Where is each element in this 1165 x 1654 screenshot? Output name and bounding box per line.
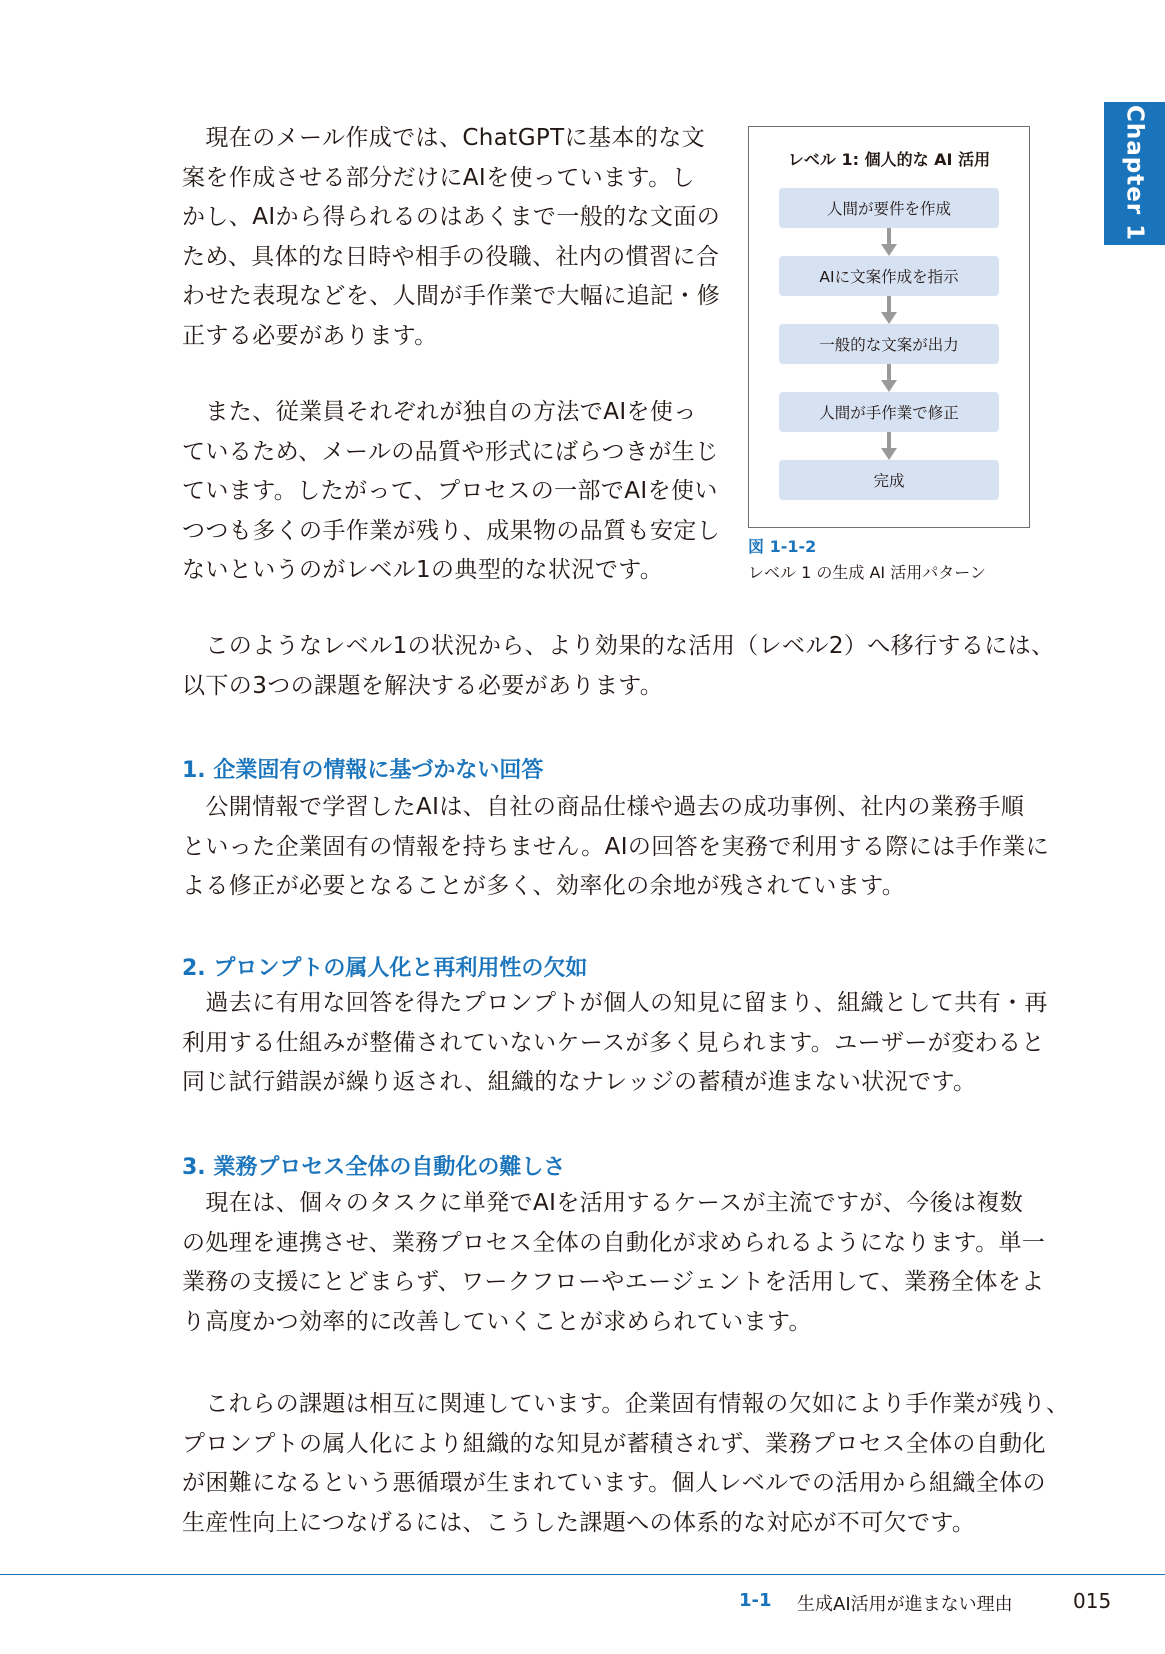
text-line: ているため、メールの品質や形式にばらつきが生じ — [182, 438, 719, 465]
chapter-tab-label: Chapter 1 — [1121, 105, 1148, 242]
flow-step: 人間が手作業で修正 — [779, 392, 999, 432]
figure-level1-flow — [748, 126, 1030, 528]
section-body-2 — [182, 984, 1048, 1103]
text-line: 案を作成させる部分だけにAIを使っています。し — [182, 164, 695, 191]
down-arrow-icon — [881, 432, 897, 460]
text-line: といった企業固有の情報を持ちません。AIの回答を実務で利用する際には手作業に — [182, 833, 1050, 860]
text-line: の処理を連携させ、業務プロセス全体の自動化が求められるようになります。単一 — [182, 1229, 1046, 1256]
section-heading-3: 3. 業務プロセス全体の自動化の難しさ — [182, 1155, 566, 1180]
flow-step: AIに文案作成を指示 — [779, 256, 999, 296]
text-line: 業務の支援にとどまらず、ワークフローやエージェントを活用して、業務全体をよ — [182, 1269, 1045, 1295]
footer-section-title: 生成AI活用が進まない理由 — [797, 1594, 1013, 1615]
text-line: プロンプトの属人化により組織的な知見が蓄積されず、業務プロセス全体の自動化 — [182, 1430, 1046, 1457]
down-arrow-icon — [881, 364, 897, 392]
text-line: これらの課題は相互に関連しています。企業固有情報の欠如により手作業が残り、 — [182, 1391, 1070, 1417]
text-line: 同じ試行錯誤が繰り返され、組織的なナレッジの蓄積が進まない状況です。 — [182, 1069, 977, 1095]
text-line: よる修正が必要となることが多く、効率化の余地が残されています。 — [182, 873, 906, 899]
text-line: り高度かつ効率的に改善していくことが求められています。 — [182, 1308, 812, 1335]
down-arrow-icon — [881, 228, 897, 256]
text-line: 過去に有用な回答を得たプロンプトが個人の知見に留まり、組織として共有・再 — [182, 990, 1048, 1016]
paragraph-intro-issues — [182, 627, 1055, 706]
section-heading-1: 1. 企業固有の情報に基づかない回答 — [182, 758, 544, 783]
text-line: 以下の3つの課題を解決する必要があります。 — [182, 672, 664, 699]
figure-title: レベル 1: 個人的な AI 活用 — [787, 150, 991, 169]
text-line: ため、具体的な日時や相手の役職、社内の慣習に合 — [182, 243, 720, 270]
paragraph-email-creation — [182, 119, 721, 356]
text-line: が困難になるという悪循環が生まれています。個人レベルでの活用から組織全体の — [182, 1470, 1046, 1496]
text-line: わせた表現などを、人間が手作業で大幅に追記・修 — [182, 283, 721, 309]
page-number: 015 — [1073, 1589, 1112, 1613]
chapter-tab — [1104, 102, 1165, 245]
section-body-3 — [182, 1184, 1046, 1342]
section-heading-2: 2. プロンプトの属人化と再利用性の欠如 — [182, 956, 588, 981]
text-line: また、従業員それぞれが独自の方法でAIを使っ — [182, 399, 697, 425]
text-line: 現在のメール作成では、ChatGPTに基本的な文 — [182, 125, 706, 151]
text-line: つつも多くの手作業が残り、成果物の品質も安定し — [182, 517, 721, 544]
text-line: 利用する仕組みが整備されていないケースが多く見られます。ユーザーが変わると — [182, 1029, 1045, 1056]
text-line: ています。したがって、プロセスの一部でAIを使い — [182, 478, 718, 504]
footer-section-number: 1-1 — [739, 1590, 772, 1611]
footer-divider — [0, 1574, 1165, 1575]
flow-step: 人間が要件を作成 — [779, 188, 999, 228]
text-line: 生産性向上につなげるには、こうした課題への体系的な対応が不可欠です。 — [182, 1509, 976, 1536]
section-body-1 — [182, 788, 1050, 907]
text-line: 現在は、個々のタスクに単発でAIを活用するケースが主流ですが、今後は複数 — [182, 1190, 1024, 1216]
paragraph-conclusion — [182, 1385, 1070, 1543]
text-line: 正する必要があります。 — [182, 322, 438, 349]
figure-label: 図 1-1-2 — [748, 537, 817, 556]
down-arrow-icon — [881, 296, 897, 324]
text-line: このようなレベル1の状況から、より効果的な活用（レベル2）へ移行するには、 — [182, 633, 1055, 659]
flow-step: 完成 — [779, 460, 999, 500]
paragraph-level1-situation — [182, 393, 721, 591]
flow-step: 一般的な文案が出力 — [779, 324, 999, 364]
text-line: 公開情報で学習したAIは、自社の商品仕様や過去の成功事例、社内の業務手順 — [182, 794, 1025, 820]
text-line: かし、AIから得られるのはあくまで一般的な文面の — [182, 204, 721, 230]
figure-caption: レベル 1 の生成 AI 活用パターン — [748, 563, 986, 582]
text-line: ないというのがレベル1の典型的な状況です。 — [182, 557, 664, 583]
